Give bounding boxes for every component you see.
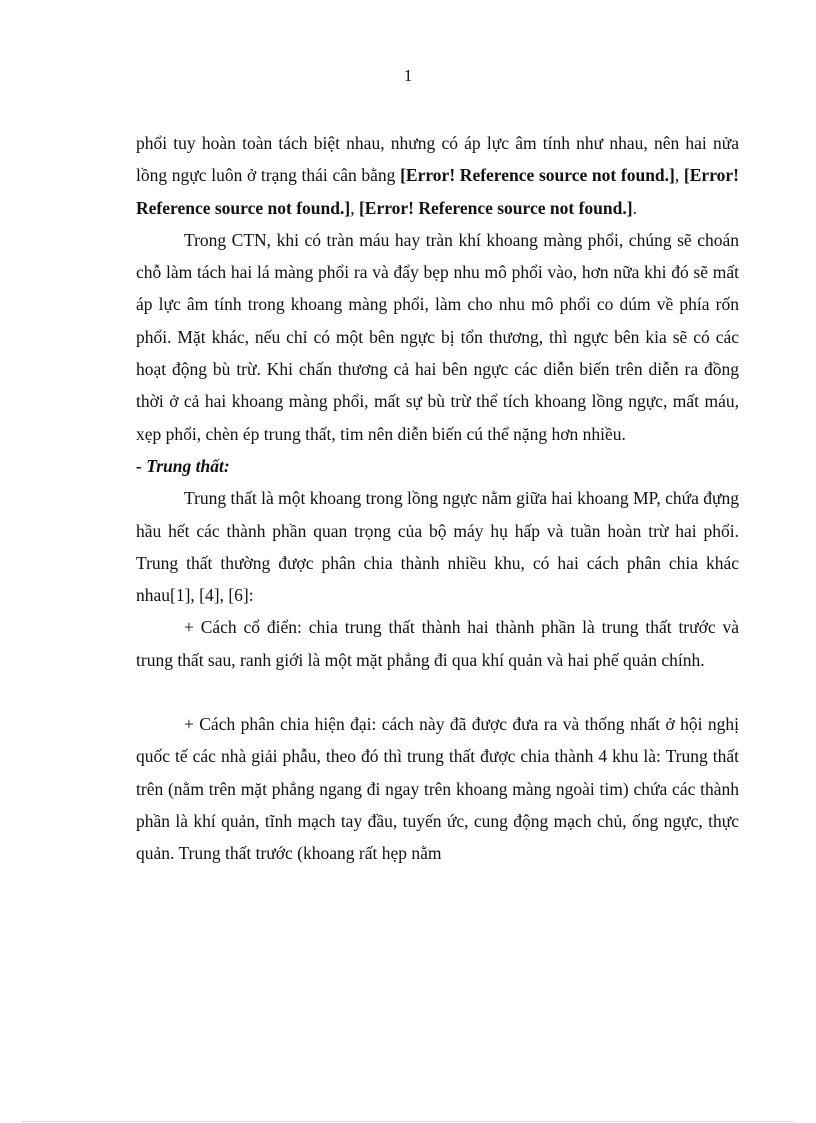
document-body (136, 127, 739, 870)
paragraph-text: phổi tuy hoàn toàn tách biệt nhau, nhưng có áp lực âm tính như nhau, nên hai nửa lồng ngực luôn ở trạng thái cân bằng (136, 133, 739, 186)
paragraph-mediastinum-definition: Trung thất là một khoang trong lồng ngực nằm giữa hai khoang MP, chứa đựng hầu hết các thành phần quan trọng của bộ máy hụ hấp và tuần hoàn trừ hai phổi. Trung thất thường được phân chia thành nhiều khu, có hai cách phân chia khác nhau[1], [4], [6]: (136, 488, 739, 606)
separator: , (674, 165, 684, 186)
paragraph-modern-division: + Cách phân chia hiện đại: cách này đã được đưa ra và thống nhất ở hội nghị quốc tế các nhà giải phẫu, theo đó thì trung thất được chia thành 4 khu là: Trung thất trên (nằm trên mặt phẳng ngang đi ngay trên khoang màng ngoài tim) chứa các thành phần là khí quản, tĩnh mạch tay đầu, tuyến ức, cung động mạch chủ, ống ngực, thực quản. Trung thất trước (khoang rất hẹp nằm (136, 714, 739, 864)
paragraph-chest-trauma: Trong CTN, khi có tràn máu hay tràn khí khoang màng phổi, chúng sẽ choán chỗ làm tách hai lá màng phổi ra và đẩy bẹp nhu mô phổi vào, hơn nữa khi đó sẽ mất áp lực âm tính trong khoang màng phổi, làm cho nhu mô phổi co dúm về phía rốn phổi. Mặt khác, nếu chỉ có một bên ngực bị tổn thương, thì ngực bên kia sẽ có các hoạt động bù trừ. Khi chấn thương cả hai bên ngực các diễn biến trên diễn ra đồng thời ở cả hai khoang màng phổi, mất sự bù trừ thể tích khoang lồng ngực, mất máu, xẹp phổi, chèn ép trung thất, tim nên diễn biến cú thể nặng hơn nhiều. (136, 229, 739, 444)
reference-error: [Error! Reference source not found.] (400, 165, 675, 186)
paragraph-pleural-pressure (136, 127, 739, 224)
reference-error: [Error! Reference source not found.] (358, 197, 633, 218)
paragraph-classic-division: + Cách cổ điển: chia trung thất thành hai thành phần là trung thất trước và trung thất sau, ranh giới là một mặt phẳng đi qua khí quản và hai phế quản chính. (136, 617, 739, 670)
sentence-end: . (632, 197, 637, 218)
section-heading-mediastinum: - Trung thất: (136, 455, 230, 476)
reference-error: [Error! Reference source not found.] (136, 165, 739, 218)
separator: , (350, 197, 359, 218)
page-bottom-rule (22, 1121, 794, 1122)
page-number: 1 (403, 66, 413, 85)
